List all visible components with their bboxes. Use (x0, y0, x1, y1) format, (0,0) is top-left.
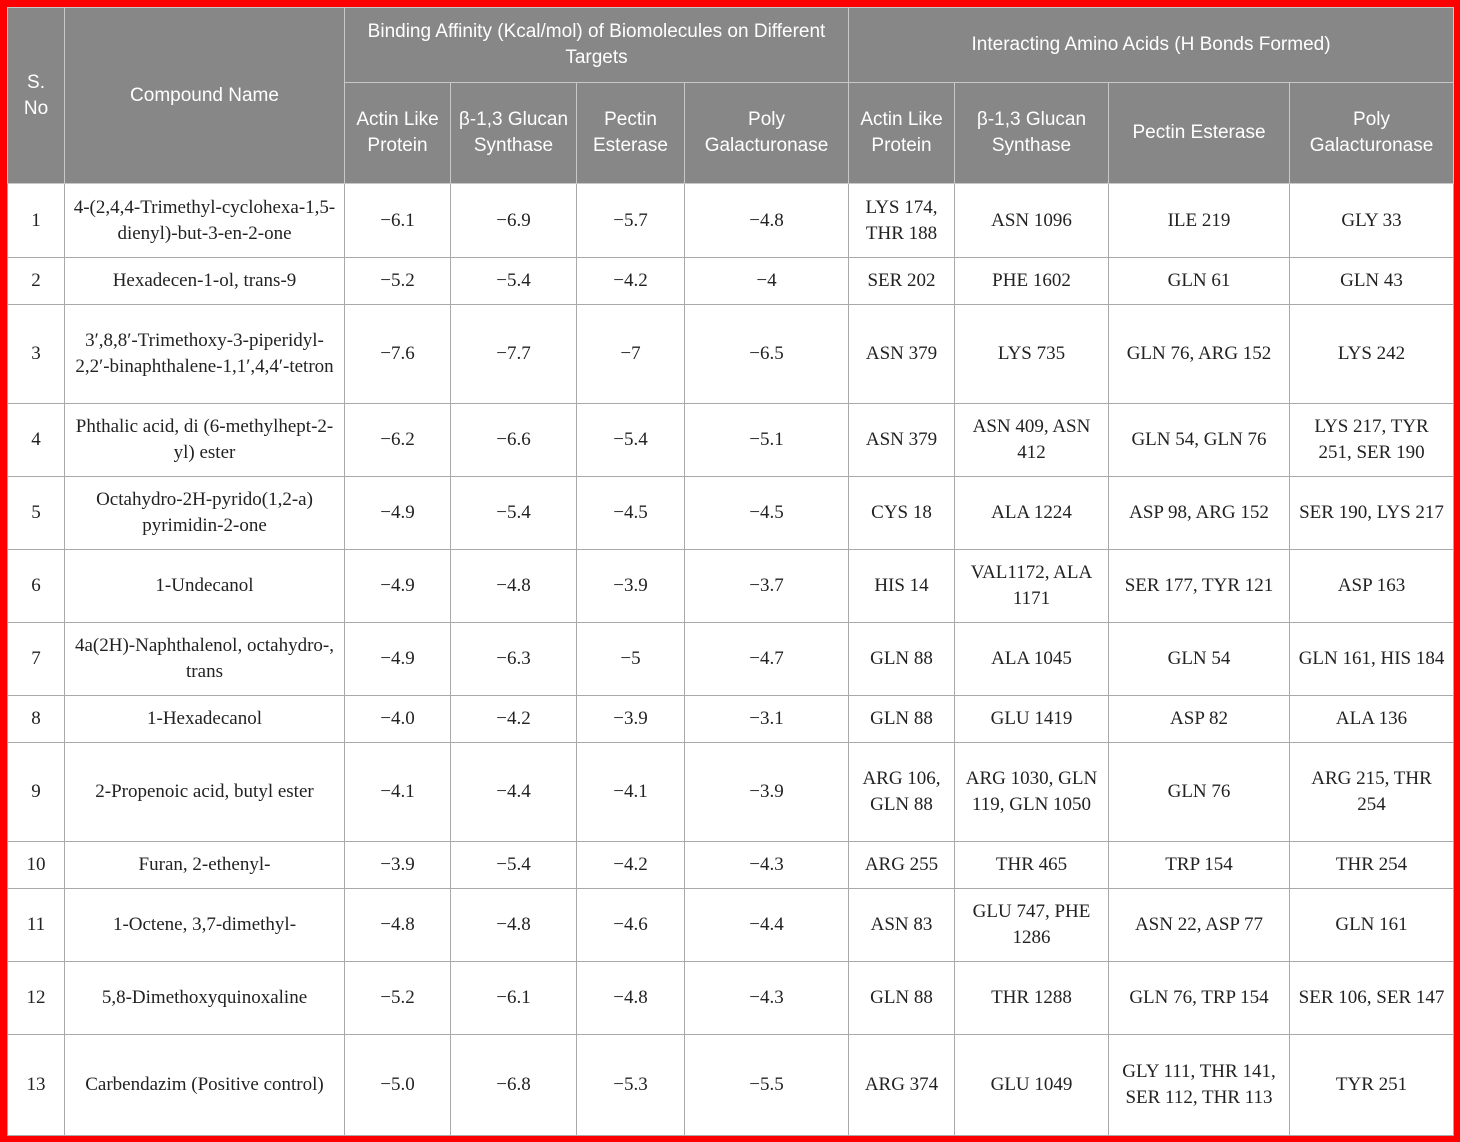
cell-glucan: −6.8 (451, 1035, 577, 1136)
cell-sno: 13 (8, 1035, 65, 1136)
cell-poly: −3.1 (685, 696, 849, 743)
cell-aa-poly: THR 254 (1290, 842, 1454, 889)
cell-pectin: −4.1 (577, 743, 685, 842)
table-row (8, 184, 1454, 258)
table-row (8, 842, 1454, 889)
cell-pectin: −5.4 (577, 404, 685, 477)
cell-sno: 4 (8, 404, 65, 477)
cell-aa-actin: GLN 88 (849, 623, 955, 696)
cell-aa-actin: SER 202 (849, 258, 955, 305)
header-sno: S. No (8, 8, 65, 184)
header-aa-pectin: Pectin Esterase (1109, 83, 1290, 184)
cell-compound: Hexadecen-1-ol, trans-9 (65, 258, 345, 305)
cell-pectin: −7 (577, 305, 685, 404)
cell-pectin: −5.3 (577, 1035, 685, 1136)
cell-glucan: −5.4 (451, 842, 577, 889)
cell-pectin: −4.5 (577, 477, 685, 550)
cell-aa-glucan: LYS 735 (955, 305, 1109, 404)
cell-compound: 4a(2H)-Naphthalenol, octahydro-, trans (65, 623, 345, 696)
cell-aa-actin: ASN 83 (849, 889, 955, 962)
cell-poly: −4 (685, 258, 849, 305)
cell-aa-glucan: ASN 409, ASN 412 (955, 404, 1109, 477)
cell-aa-pectin: GLY 111, THR 141, SER 112, THR 113 (1109, 1035, 1290, 1136)
cell-pectin: −5 (577, 623, 685, 696)
table-body (8, 184, 1454, 1136)
cell-aa-poly: TYR 251 (1290, 1035, 1454, 1136)
cell-compound: 1-Undecanol (65, 550, 345, 623)
cell-sno: 6 (8, 550, 65, 623)
cell-aa-actin: ARG 106, GLN 88 (849, 743, 955, 842)
cell-aa-poly: ASP 163 (1290, 550, 1454, 623)
cell-sno: 8 (8, 696, 65, 743)
cell-aa-poly: GLN 161, HIS 184 (1290, 623, 1454, 696)
docking-results-table (7, 7, 1454, 1136)
cell-poly: −5.5 (685, 1035, 849, 1136)
cell-aa-actin: CYS 18 (849, 477, 955, 550)
cell-glucan: −6.1 (451, 962, 577, 1035)
cell-compound: 3′,8,8′-Trimethoxy-3-piperidyl-2,2′-binaphthalene-1,1′,4,4′-tetron (65, 305, 345, 404)
cell-poly: −4.8 (685, 184, 849, 258)
cell-aa-poly: LYS 217, TYR 251, SER 190 (1290, 404, 1454, 477)
cell-aa-pectin: TRP 154 (1109, 842, 1290, 889)
table-row (8, 623, 1454, 696)
cell-aa-pectin: GLN 54, GLN 76 (1109, 404, 1290, 477)
header-pectin: Pectin Esterase (577, 83, 685, 184)
cell-actin: −4.9 (345, 550, 451, 623)
cell-aa-pectin: SER 177, TYR 121 (1109, 550, 1290, 623)
table-row (8, 305, 1454, 404)
table-row (8, 258, 1454, 305)
cell-actin: −6.1 (345, 184, 451, 258)
cell-aa-actin: ASN 379 (849, 404, 955, 477)
cell-aa-pectin: GLN 76, TRP 154 (1109, 962, 1290, 1035)
cell-aa-glucan: THR 1288 (955, 962, 1109, 1035)
cell-glucan: −4.8 (451, 550, 577, 623)
cell-glucan: −6.3 (451, 623, 577, 696)
cell-actin: −6.2 (345, 404, 451, 477)
table-row (8, 404, 1454, 477)
cell-aa-actin: ARG 255 (849, 842, 955, 889)
cell-aa-pectin: GLN 61 (1109, 258, 1290, 305)
cell-actin: −5.2 (345, 962, 451, 1035)
cell-aa-poly: LYS 242 (1290, 305, 1454, 404)
cell-pectin: −5.7 (577, 184, 685, 258)
cell-actin: −5.2 (345, 258, 451, 305)
cell-sno: 11 (8, 889, 65, 962)
cell-aa-glucan: ALA 1045 (955, 623, 1109, 696)
cell-glucan: −6.6 (451, 404, 577, 477)
table-row (8, 889, 1454, 962)
cell-aa-actin: GLN 88 (849, 962, 955, 1035)
cell-pectin: −3.9 (577, 550, 685, 623)
header-aa-glucan: β-1,3 Glucan Synthase (955, 83, 1109, 184)
cell-poly: −4.5 (685, 477, 849, 550)
cell-sno: 9 (8, 743, 65, 842)
table-row (8, 962, 1454, 1035)
cell-sno: 1 (8, 184, 65, 258)
cell-aa-poly: GLN 43 (1290, 258, 1454, 305)
table-row (8, 477, 1454, 550)
cell-pectin: −4.2 (577, 842, 685, 889)
cell-actin: −5.0 (345, 1035, 451, 1136)
cell-poly: −4.4 (685, 889, 849, 962)
cell-pectin: −4.2 (577, 258, 685, 305)
cell-sno: 12 (8, 962, 65, 1035)
cell-aa-glucan: GLU 1049 (955, 1035, 1109, 1136)
cell-aa-pectin: ILE 219 (1109, 184, 1290, 258)
header-glucan: β-1,3 Glucan Synthase (451, 83, 577, 184)
cell-actin: −4.1 (345, 743, 451, 842)
cell-actin: −4.0 (345, 696, 451, 743)
cell-glucan: −6.9 (451, 184, 577, 258)
cell-aa-poly: ALA 136 (1290, 696, 1454, 743)
cell-poly: −3.9 (685, 743, 849, 842)
cell-compound: 4-(2,4,4-Trimethyl-cyclohexa-1,5-dienyl)-but-3-en-2-one (65, 184, 345, 258)
table-row (8, 743, 1454, 842)
cell-aa-glucan: VAL1172, ALA 1171 (955, 550, 1109, 623)
cell-aa-actin: GLN 88 (849, 696, 955, 743)
header-actin: Actin Like Protein (345, 83, 451, 184)
cell-aa-poly: SER 190, LYS 217 (1290, 477, 1454, 550)
cell-aa-actin: ARG 374 (849, 1035, 955, 1136)
cell-poly: −4.7 (685, 623, 849, 696)
cell-aa-pectin: ASP 82 (1109, 696, 1290, 743)
cell-glucan: −7.7 (451, 305, 577, 404)
cell-aa-actin: LYS 174, THR 188 (849, 184, 955, 258)
header-aa-poly: Poly Galacturonase (1290, 83, 1454, 184)
cell-poly: −6.5 (685, 305, 849, 404)
cell-pectin: −4.8 (577, 962, 685, 1035)
cell-pectin: −3.9 (577, 696, 685, 743)
cell-actin: −4.9 (345, 477, 451, 550)
table-row (8, 1035, 1454, 1136)
cell-poly: −5.1 (685, 404, 849, 477)
cell-compound: 2-Propenoic acid, butyl ester (65, 743, 345, 842)
cell-aa-glucan: ASN 1096 (955, 184, 1109, 258)
cell-compound: 1-Octene, 3,7-dimethyl- (65, 889, 345, 962)
cell-aa-pectin: GLN 76, ARG 152 (1109, 305, 1290, 404)
cell-actin: −7.6 (345, 305, 451, 404)
cell-poly: −3.7 (685, 550, 849, 623)
cell-poly: −4.3 (685, 962, 849, 1035)
cell-aa-poly: GLN 161 (1290, 889, 1454, 962)
cell-compound: 1-Hexadecanol (65, 696, 345, 743)
cell-sno: 10 (8, 842, 65, 889)
cell-compound: Octahydro-2H-pyrido(1,2-a) pyrimidin-2-one (65, 477, 345, 550)
cell-aa-pectin: ASP 98, ARG 152 (1109, 477, 1290, 550)
cell-actin: −3.9 (345, 842, 451, 889)
cell-sno: 3 (8, 305, 65, 404)
cell-aa-actin: HIS 14 (849, 550, 955, 623)
cell-aa-glucan: GLU 1419 (955, 696, 1109, 743)
table-header (8, 8, 1454, 184)
cell-aa-glucan: GLU 747, PHE 1286 (955, 889, 1109, 962)
cell-sno: 2 (8, 258, 65, 305)
cell-compound: Furan, 2-ethenyl- (65, 842, 345, 889)
header-aa-actin: Actin Like Protein (849, 83, 955, 184)
cell-compound: 5,8-Dimethoxyquinoxaline (65, 962, 345, 1035)
cell-glucan: −4.2 (451, 696, 577, 743)
cell-sno: 7 (8, 623, 65, 696)
table-row (8, 696, 1454, 743)
cell-aa-poly: ARG 215, THR 254 (1290, 743, 1454, 842)
cell-aa-glucan: PHE 1602 (955, 258, 1109, 305)
cell-aa-pectin: ASN 22, ASP 77 (1109, 889, 1290, 962)
table-row (8, 550, 1454, 623)
cell-actin: −4.9 (345, 623, 451, 696)
cell-poly: −4.3 (685, 842, 849, 889)
cell-aa-glucan: ARG 1030, GLN 119, GLN 1050 (955, 743, 1109, 842)
cell-glucan: −4.4 (451, 743, 577, 842)
cell-actin: −4.8 (345, 889, 451, 962)
cell-compound: Carbendazim (Positive control) (65, 1035, 345, 1136)
cell-aa-glucan: THR 465 (955, 842, 1109, 889)
cell-aa-pectin: GLN 76 (1109, 743, 1290, 842)
cell-aa-poly: SER 106, SER 147 (1290, 962, 1454, 1035)
cell-glucan: −5.4 (451, 258, 577, 305)
cell-aa-poly: GLY 33 (1290, 184, 1454, 258)
cell-pectin: −4.6 (577, 889, 685, 962)
cell-aa-pectin: GLN 54 (1109, 623, 1290, 696)
header-interacting-amino-acids: Interacting Amino Acids (H Bonds Formed) (849, 8, 1454, 83)
cell-compound: Phthalic acid, di (6-methylhept-2-yl) ester (65, 404, 345, 477)
header-poly: Poly Galacturonase (685, 83, 849, 184)
header-compound-name: Compound Name (65, 8, 345, 184)
cell-aa-glucan: ALA 1224 (955, 477, 1109, 550)
cell-sno: 5 (8, 477, 65, 550)
cell-glucan: −4.8 (451, 889, 577, 962)
header-binding-affinity: Binding Affinity (Kcal/mol) of Biomolecules on Different Targets (345, 8, 849, 83)
cell-glucan: −5.4 (451, 477, 577, 550)
cell-aa-actin: ASN 379 (849, 305, 955, 404)
